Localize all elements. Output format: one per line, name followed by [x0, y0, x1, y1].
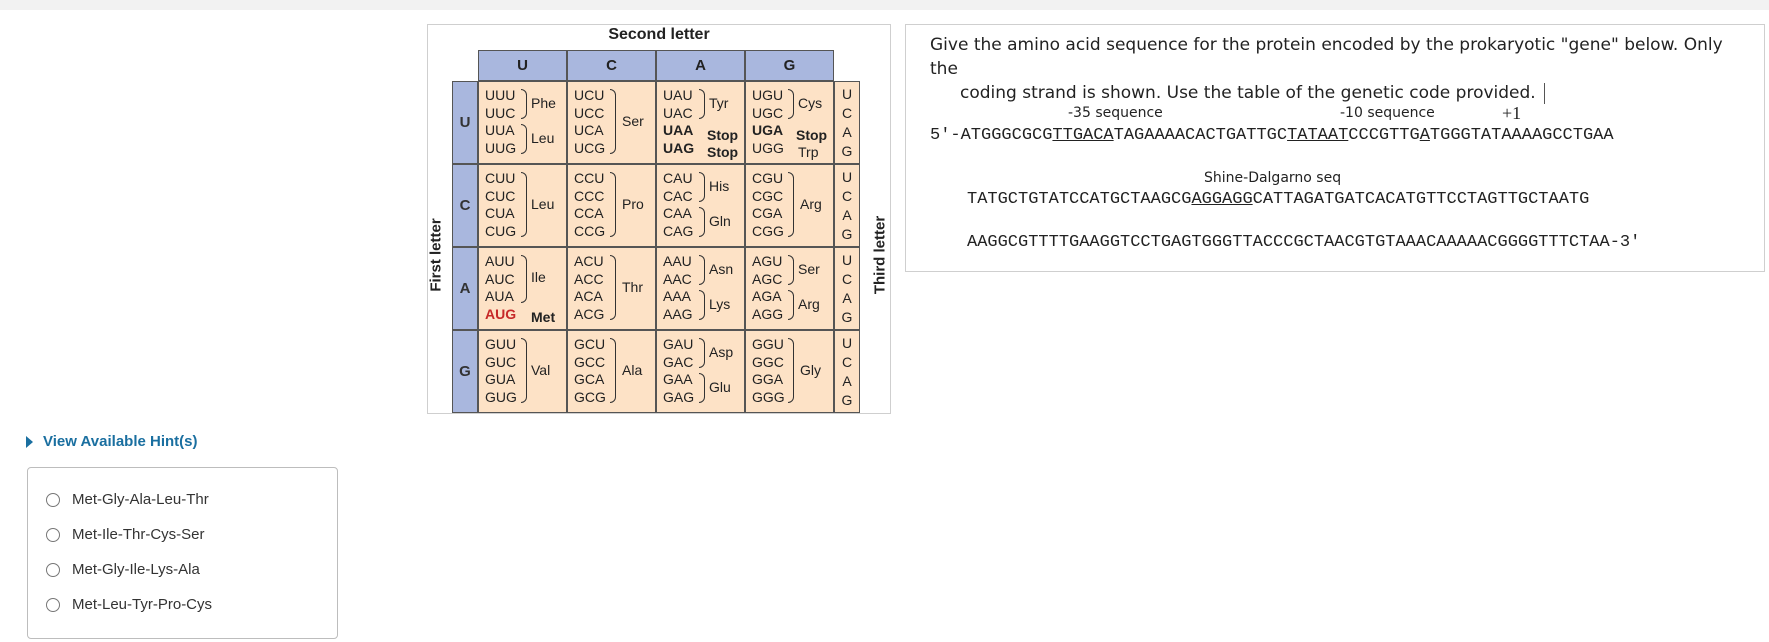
amino-acid: Val: [531, 362, 551, 378]
amino-acid: Tyr: [709, 95, 729, 111]
third-letter: C: [841, 105, 853, 122]
third-letters-c: [834, 164, 860, 247]
answer-label: Met-Gly-Ile-Lys-Ala: [72, 561, 200, 578]
codon-grid: [452, 50, 860, 413]
second-letter-u: U: [478, 50, 567, 81]
codon: GAU: [663, 336, 694, 352]
codon: UUU: [485, 87, 516, 103]
second-letter-title: Second letter: [608, 26, 710, 43]
stop-label: Stop: [707, 144, 739, 160]
amino-acid: Ser: [798, 261, 820, 277]
third-letters-u: [834, 81, 860, 164]
codon: CGC: [752, 187, 784, 204]
amino-acid: Leu: [531, 196, 555, 212]
first-letter-g: G: [452, 330, 478, 413]
amino-acid: Lys: [709, 296, 731, 312]
brace: [788, 255, 794, 285]
amino-acid: Leu: [531, 130, 555, 146]
answer-label: Met-Leu-Tyr-Pro-Cys: [72, 596, 213, 613]
codon: ACA: [574, 288, 603, 304]
third-letter: G: [841, 391, 853, 408]
brace: [521, 338, 527, 403]
question-line-1: Give the amino acid sequence for the protein encoded by the prokaryotic "gene" below. Only the: [930, 35, 1723, 79]
third-letter: C: [841, 188, 853, 205]
codon: UCC: [574, 104, 605, 121]
codon: CUA: [485, 205, 515, 221]
amino-acid: Cys: [798, 95, 823, 111]
codon-cell-uc: [567, 81, 656, 164]
first-letter-c: C: [452, 164, 478, 247]
corner-blank: [452, 50, 478, 81]
third-letter-label: Third letter: [871, 215, 889, 295]
amino-acid: Trp: [798, 144, 819, 160]
view-hints-link[interactable]: [26, 433, 198, 450]
top-bar: [0, 0, 1769, 10]
codon: UAC: [663, 104, 693, 121]
seq-segment: TAGAAAACACTGATTGC: [1113, 126, 1288, 145]
codon: GCC: [574, 353, 606, 370]
codon: CAC: [663, 187, 693, 204]
codon-cell-uu: [478, 81, 567, 164]
sequence-line-2: [967, 190, 1589, 209]
brace: [699, 290, 705, 320]
codon: AGU: [752, 253, 783, 269]
question-line-2: coding strand is shown. Use the table of the genetic code provided.: [960, 83, 1536, 103]
codon: CGU: [752, 170, 784, 186]
codon: GAC: [663, 353, 694, 370]
met-label: Met: [531, 309, 556, 325]
seq-segment: TATGCTGTATCCATGCTAAGCG: [967, 190, 1192, 209]
minus-35-box: TTGACA: [1052, 126, 1114, 145]
codon: GGA: [752, 371, 784, 387]
corner-blank-right: [834, 50, 860, 81]
caret-right-icon: [26, 436, 33, 448]
codon: GUA: [485, 371, 516, 387]
amino-acid: Ile: [531, 269, 546, 285]
codon-cell-aa: [656, 247, 745, 330]
codon: GCA: [574, 371, 605, 387]
codon: AGC: [752, 270, 783, 287]
answer-option-4[interactable]: [46, 596, 212, 613]
brace: [788, 290, 794, 320]
brace: [699, 172, 705, 202]
codon: GUU: [485, 336, 517, 352]
brace: [610, 172, 616, 237]
codon: CGG: [752, 222, 784, 239]
third-letter: U: [841, 335, 853, 352]
codon-cell-cc: [567, 164, 656, 247]
codon-cell-ua: [656, 81, 745, 164]
codon: UUA: [485, 122, 515, 138]
first-letter-label: First letter: [427, 218, 445, 292]
codon: GGC: [752, 353, 784, 370]
codon: CCA: [574, 205, 604, 221]
amino-acid: Asp: [709, 344, 734, 360]
third-letter: C: [841, 271, 853, 288]
third-letter: A: [842, 206, 852, 223]
third-letter: A: [842, 372, 852, 389]
codon: CCU: [574, 170, 605, 186]
third-letter: G: [841, 142, 853, 159]
codon-cell-gc: [567, 330, 656, 413]
codon: GAG: [663, 388, 695, 405]
second-letter-c: C: [567, 50, 656, 81]
first-letter-u: U: [452, 81, 478, 164]
codon: AAG: [663, 305, 693, 322]
radio-button[interactable]: [46, 528, 60, 542]
third-letter: G: [841, 225, 853, 242]
question-text: [930, 33, 1745, 105]
codon: AUC: [485, 270, 515, 287]
minus-35-label: -35 sequence: [1068, 105, 1163, 121]
third-letter: U: [841, 169, 853, 186]
answer-label: Met-Gly-Ala-Leu-Thr: [72, 491, 209, 508]
answer-option-1[interactable]: [46, 491, 209, 508]
codon: UGG: [752, 139, 784, 156]
amino-acid: Thr: [622, 279, 643, 295]
codon: UCG: [574, 139, 606, 156]
codon-cell-ag: [745, 247, 834, 330]
amino-acid: Arg: [798, 296, 820, 312]
shine-dalgarno-label: Shine-Dalgarno seq: [1204, 170, 1342, 186]
shine-dalgarno-seq: AGGAGG: [1191, 190, 1253, 209]
codon: CUC: [485, 187, 516, 204]
amino-acid: Ala: [622, 362, 643, 378]
seq-segment: CCCGTTG: [1348, 126, 1420, 145]
codon: ACC: [574, 270, 604, 287]
minus-10-label: -10 sequence: [1340, 105, 1435, 121]
stop-label: Stop: [796, 127, 828, 143]
brace: [699, 373, 705, 403]
amino-acid: Arg: [800, 196, 822, 212]
answer-option-2[interactable]: [46, 526, 205, 543]
brace: [521, 89, 527, 119]
codon: CCC: [574, 187, 605, 204]
radio-button[interactable]: [46, 493, 60, 507]
brace: [521, 255, 527, 303]
codon: CGA: [752, 205, 783, 221]
third-letter: U: [841, 252, 853, 269]
codon-cell-ug: [745, 81, 834, 164]
view-hints-label: View Available Hint(s): [43, 433, 198, 450]
start-codon: AUG: [485, 305, 517, 322]
codon: CAU: [663, 170, 693, 186]
codon: UGU: [752, 87, 784, 103]
codon: GUG: [485, 388, 517, 405]
brace: [699, 207, 705, 237]
third-letter: A: [842, 289, 852, 306]
third-letters-a: [834, 247, 860, 330]
second-letter-a: A: [656, 50, 745, 81]
codon: UCA: [574, 122, 604, 138]
codon: GCU: [574, 336, 606, 352]
answer-option-3[interactable]: [46, 561, 200, 578]
codon: AUU: [485, 253, 515, 269]
third-letters-g: [834, 330, 860, 413]
amino-acid: Pro: [622, 196, 644, 212]
codon: CUU: [485, 170, 516, 186]
codon: UCU: [574, 87, 605, 103]
codon: GGG: [752, 388, 785, 405]
amino-acid: Glu: [709, 379, 731, 395]
codon-cell-ga: [656, 330, 745, 413]
transcription-start: A: [1419, 126, 1430, 145]
stop-label: Stop: [707, 127, 739, 143]
codon: AUA: [485, 288, 514, 304]
codon: GUC: [485, 353, 517, 370]
amino-acid: Phe: [531, 95, 556, 111]
codon-cell-au: [478, 247, 567, 330]
brace: [788, 338, 794, 403]
brace: [610, 89, 616, 154]
codon: UAU: [663, 87, 693, 103]
text-cursor: [1544, 83, 1545, 104]
codon: UUG: [485, 139, 517, 156]
codon: ACU: [574, 253, 604, 269]
codon-cell-cg: [745, 164, 834, 247]
seq-segment: CATTAGATGATCACATGTTCCTAGTTGCTAATG: [1252, 190, 1590, 209]
genetic-code-table: [427, 24, 891, 414]
brace: [699, 255, 705, 285]
codon: UUC: [485, 104, 516, 121]
amino-acid: His: [709, 178, 730, 194]
answer-options: [27, 467, 338, 639]
brace: [699, 89, 705, 119]
brace: [788, 89, 794, 119]
brace: [521, 124, 527, 154]
codon: GCG: [574, 388, 606, 405]
amino-acid: Ser: [622, 113, 644, 129]
codon: CUG: [485, 222, 517, 239]
plus-1-label: +1: [1502, 103, 1522, 123]
answer-label: Met-Ile-Thr-Cys-Ser: [72, 526, 205, 543]
amino-acid: Asn: [709, 261, 734, 277]
first-letter-a: A: [452, 247, 478, 330]
brace: [788, 172, 794, 237]
amino-acid: Gln: [709, 213, 731, 229]
codon: AAA: [663, 288, 692, 304]
brace: [610, 255, 616, 320]
codon: GAA: [663, 371, 693, 387]
brace: [521, 172, 527, 237]
codon: ACG: [574, 305, 605, 322]
third-letter: A: [842, 123, 852, 140]
third-letter: C: [841, 354, 853, 371]
codon: AGG: [752, 305, 784, 322]
codon: CCG: [574, 222, 606, 239]
sequence-line-3: AAGGCGTTTTGAAGGTCCTGAGTGGGTTACCCGCTAACGTGTAAACAAAAACGGGGTTTCTAA-3': [967, 233, 1641, 252]
codon-cell-gu: [478, 330, 567, 413]
codon-cell-cu: [478, 164, 567, 247]
radio-button[interactable]: [46, 598, 60, 612]
codon: AAC: [663, 270, 692, 287]
codon: AAU: [663, 253, 692, 269]
codon: UAG: [663, 139, 695, 156]
seq-segment: TGGGTATAAAAGCCTGAA: [1429, 126, 1614, 145]
brace: [699, 338, 705, 368]
codon: CAA: [663, 205, 692, 221]
second-letter-g: G: [745, 50, 834, 81]
codon: UGC: [752, 104, 784, 121]
codon: UAA: [663, 122, 694, 138]
minus-10-box: TATAAT: [1287, 126, 1349, 145]
radio-button[interactable]: [46, 563, 60, 577]
codon-cell-gg: [745, 330, 834, 413]
brace: [610, 338, 616, 403]
third-letter: U: [841, 86, 853, 103]
amino-acid: Gly: [800, 362, 821, 378]
seq-segment: 5'-ATGGGCGCG: [930, 126, 1053, 145]
question-panel: [905, 24, 1765, 272]
codon-cell-ca: [656, 164, 745, 247]
codon: UGA: [752, 122, 784, 138]
codon: CAG: [663, 222, 694, 239]
sequence-line-1: [930, 126, 1614, 145]
codon: AGA: [752, 288, 782, 304]
codon-cell-ac: [567, 247, 656, 330]
third-letter: G: [841, 308, 853, 325]
codon: GGU: [752, 336, 784, 352]
